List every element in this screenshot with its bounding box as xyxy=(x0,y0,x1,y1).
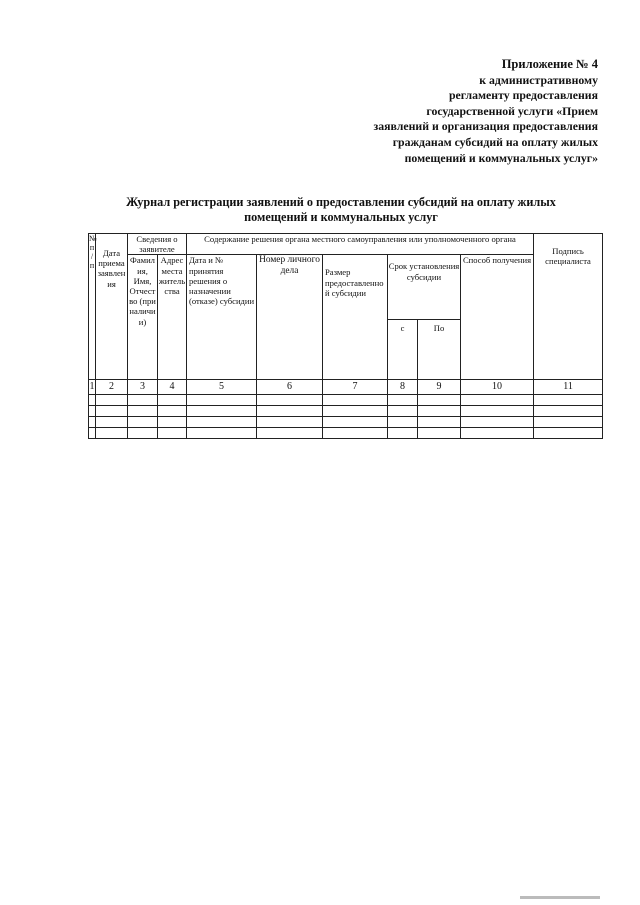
table-cell[interactable] xyxy=(257,417,323,428)
table-cell[interactable] xyxy=(461,417,534,428)
header-number: № п/п xyxy=(89,234,96,380)
table-cell[interactable] xyxy=(187,417,257,428)
table-cell[interactable] xyxy=(461,406,534,417)
table-cell[interactable] xyxy=(388,417,418,428)
table-cell[interactable] xyxy=(96,417,128,428)
table-cell[interactable] xyxy=(388,406,418,417)
appendix-line: регламенту предоставления xyxy=(448,88,598,103)
table-cell[interactable] xyxy=(461,395,534,406)
appendix-block xyxy=(298,57,598,166)
appendix-line: Приложение № 4 xyxy=(501,57,598,71)
scan-mark xyxy=(520,896,600,899)
journal-title-line-1: Журнал регистрации заявлений о предоставлении субсидий на оплату жилых xyxy=(126,195,556,209)
table-cell[interactable] xyxy=(128,406,158,417)
table-cell[interactable] xyxy=(323,417,388,428)
table-cell[interactable] xyxy=(89,395,96,406)
table-cell[interactable] xyxy=(534,406,603,417)
table-cell[interactable] xyxy=(418,417,461,428)
appendix-line: к административному xyxy=(479,72,598,87)
column-number: 9 xyxy=(418,380,461,395)
appendix-line: помещений и коммунальных услуг» xyxy=(404,150,598,165)
appendix-line: государственной услуги «Прием xyxy=(426,103,598,118)
table-cell[interactable] xyxy=(187,428,257,439)
header-subsidy-term: Срок установления субсидии xyxy=(388,255,461,320)
blank-rows xyxy=(89,395,603,439)
appendix-line: заявлений и организация предоставления xyxy=(373,119,598,134)
table-row xyxy=(89,428,603,439)
journal-title xyxy=(86,195,596,225)
table-cell[interactable] xyxy=(96,395,128,406)
table-cell[interactable] xyxy=(187,395,257,406)
header-decision-content: Содержание решения органа местного самоуправления или уполномоченного органа xyxy=(187,234,534,255)
table-cell[interactable] xyxy=(158,417,187,428)
journal-title-line-2: помещений и коммунальных услуг xyxy=(244,210,438,224)
table-row xyxy=(89,417,603,428)
table-cell[interactable] xyxy=(128,428,158,439)
table-cell[interactable] xyxy=(89,406,96,417)
column-number: 11 xyxy=(534,380,603,395)
column-number: 1 xyxy=(89,380,96,395)
table-cell[interactable] xyxy=(89,428,96,439)
table-cell[interactable] xyxy=(128,395,158,406)
table-cell[interactable] xyxy=(158,428,187,439)
column-number: 3 xyxy=(128,380,158,395)
header-term-to: По xyxy=(418,320,461,380)
table-row xyxy=(89,395,603,406)
table-cell[interactable] xyxy=(257,406,323,417)
header-full-name: Фамилия, Имя, Отчество (при наличии) xyxy=(128,255,158,380)
table-cell[interactable] xyxy=(323,428,388,439)
column-number-row xyxy=(89,380,603,395)
table-row xyxy=(89,406,603,417)
table-cell[interactable] xyxy=(461,428,534,439)
table-cell[interactable] xyxy=(96,406,128,417)
header-residence-address: Адрес места жительства xyxy=(158,255,187,380)
table-cell[interactable] xyxy=(257,395,323,406)
table-cell[interactable] xyxy=(388,395,418,406)
table-cell[interactable] xyxy=(418,406,461,417)
column-number: 10 xyxy=(461,380,534,395)
table-cell[interactable] xyxy=(534,428,603,439)
table-cell[interactable] xyxy=(534,417,603,428)
header-receipt-method: Способ получения xyxy=(461,255,534,380)
column-number: 5 xyxy=(187,380,257,395)
header-decision-date: Дата и № принятия решения о назначении (отказе) субсидии xyxy=(187,255,257,380)
table-cell[interactable] xyxy=(89,417,96,428)
table-cell[interactable] xyxy=(158,406,187,417)
column-number: 4 xyxy=(158,380,187,395)
header-case-number: Номер личного дела xyxy=(257,255,323,380)
table-cell[interactable] xyxy=(158,395,187,406)
table-cell[interactable] xyxy=(257,428,323,439)
table-cell[interactable] xyxy=(128,417,158,428)
header-applicant-info: Сведения о заявителе xyxy=(128,234,187,255)
registration-journal-table xyxy=(88,233,603,439)
column-number: 2 xyxy=(96,380,128,395)
header-term-from: с xyxy=(388,320,418,380)
table-cell[interactable] xyxy=(388,428,418,439)
table-cell[interactable] xyxy=(418,395,461,406)
table-cell[interactable] xyxy=(418,428,461,439)
appendix-line: гражданам субсидий на оплату жилых xyxy=(392,134,598,149)
column-number: 7 xyxy=(323,380,388,395)
header-date-received: Дата приема заявления xyxy=(96,234,128,380)
table-cell[interactable] xyxy=(187,406,257,417)
column-number: 6 xyxy=(257,380,323,395)
header-subsidy-amount: Размер предоставленной субсидии xyxy=(323,255,388,380)
column-number: 8 xyxy=(388,380,418,395)
table-cell[interactable] xyxy=(534,395,603,406)
header-specialist-signature: Подпись специалиста xyxy=(534,234,603,380)
header-row-1 xyxy=(89,234,603,255)
table-cell[interactable] xyxy=(96,428,128,439)
table-cell[interactable] xyxy=(323,406,388,417)
table-cell[interactable] xyxy=(323,395,388,406)
header-row-2 xyxy=(89,255,603,320)
